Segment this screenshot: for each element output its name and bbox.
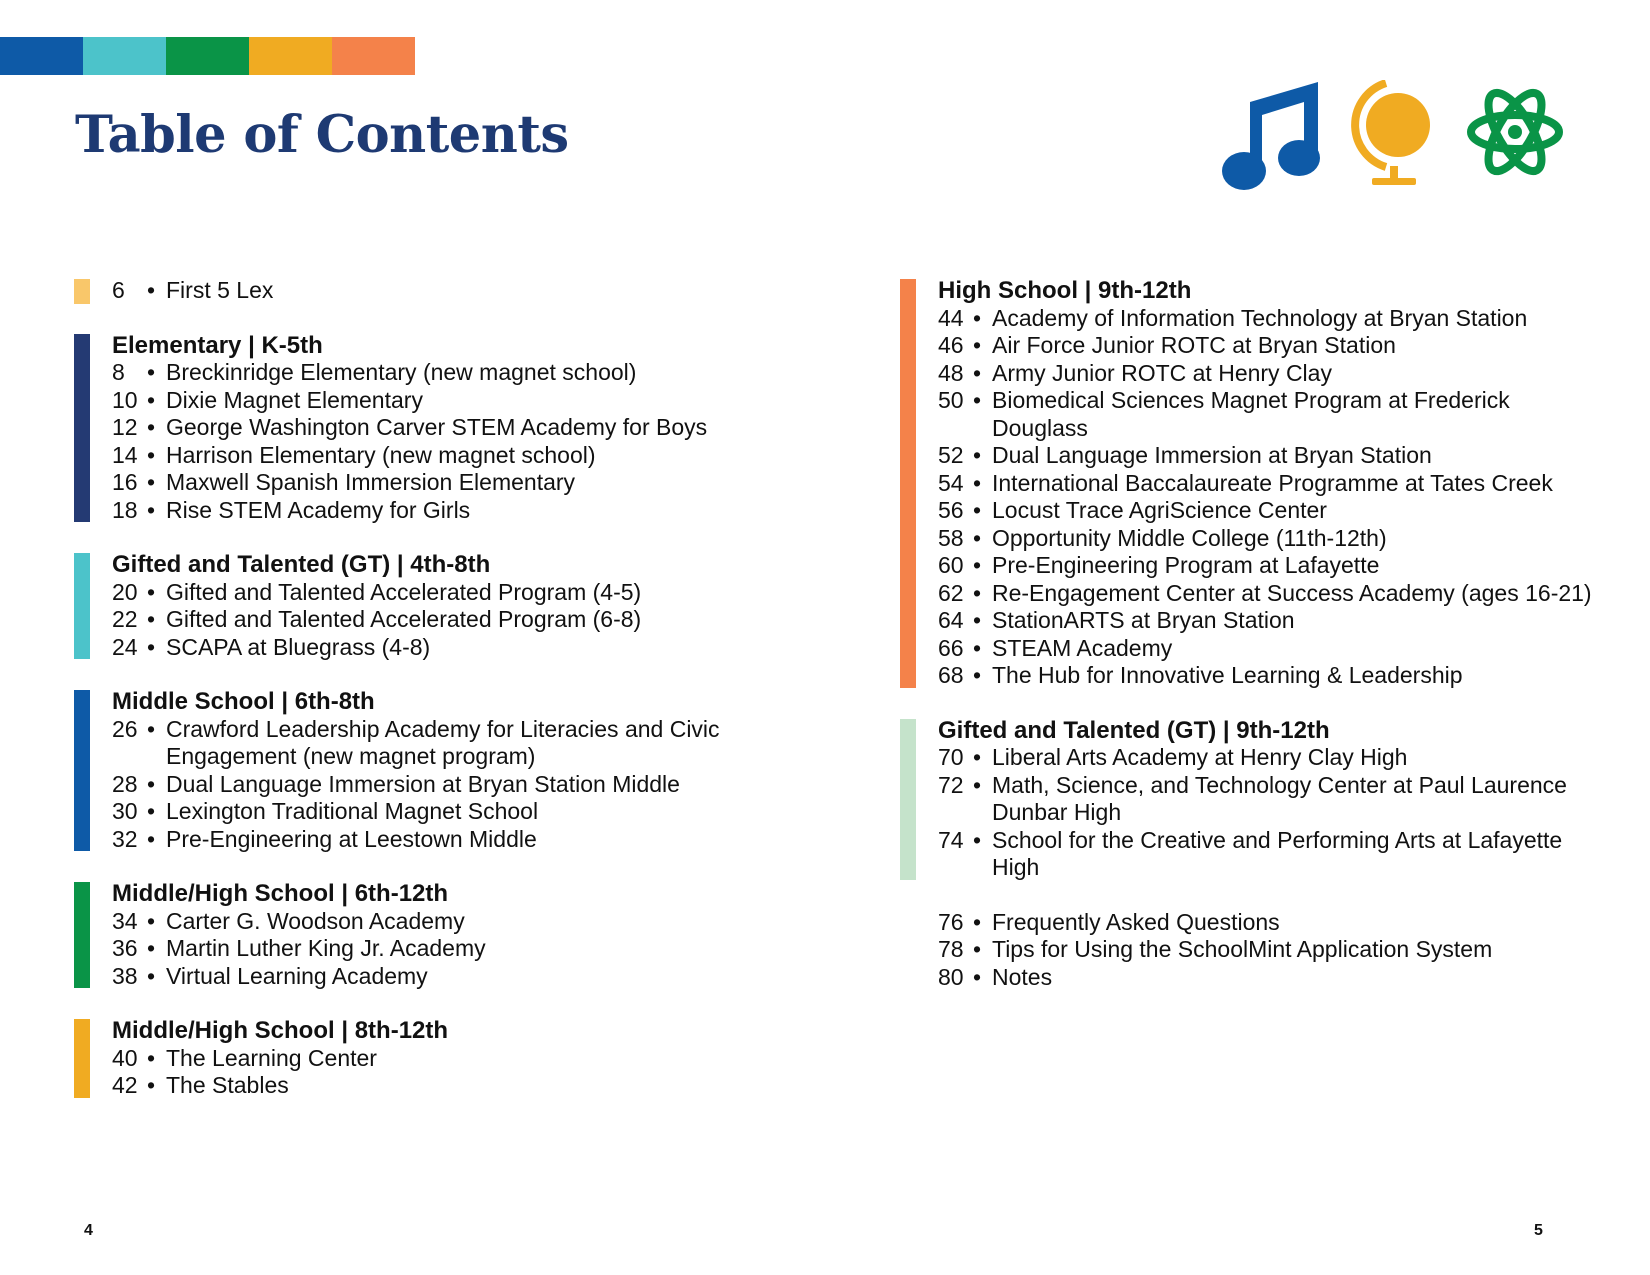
toc-entry[interactable] <box>938 607 1600 635</box>
entry-title: First 5 Lex <box>166 277 274 303</box>
toc-entry[interactable] <box>938 387 1600 442</box>
bullet: • <box>147 633 156 660</box>
entry-title: Dixie Magnet Elementary <box>166 386 423 413</box>
toc-entry[interactable] <box>112 497 774 525</box>
page-number: 60 <box>938 552 964 578</box>
entry-title: George Washington Carver STEM Academy for Boys <box>166 414 708 440</box>
stripe-yellow <box>249 37 332 75</box>
page-number: 28 <box>112 770 138 797</box>
toc-entry[interactable] <box>112 908 774 936</box>
bullet: • <box>147 1044 156 1071</box>
entry-title: International Baccalaureate Programme at Tates Creek <box>992 469 1553 496</box>
entry-title: STEAM Academy <box>992 634 1173 661</box>
bullet: • <box>147 414 156 440</box>
bullet: • <box>147 277 156 303</box>
header-icons <box>0 80 1650 200</box>
entry-title: School for the Creative and Performing Arts at Lafayette High <box>992 826 1563 880</box>
section-color-bar <box>900 279 916 688</box>
page-number: 40 <box>112 1044 138 1071</box>
page-number: 12 <box>112 414 138 440</box>
page-number: 50 <box>938 387 964 413</box>
entry-title: Rise STEM Academy for Girls <box>166 496 471 523</box>
bullet: • <box>973 442 982 468</box>
entry-title: Pre-Engineering at Leestown Middle <box>166 825 537 852</box>
page-number: 10 <box>112 386 138 413</box>
bullet: • <box>147 770 156 797</box>
toc-entry[interactable] <box>938 964 1600 992</box>
bullet: • <box>147 386 156 413</box>
entry-title: Virtual Learning Academy <box>166 962 428 989</box>
toc-section-middle-school-6th-8th <box>74 688 774 853</box>
page-number: 46 <box>938 332 964 358</box>
bullet: • <box>973 359 982 386</box>
entry-title: Lexington Traditional Magnet School <box>166 798 539 824</box>
page-number: 74 <box>938 826 964 853</box>
page-number: 6 <box>112 277 125 303</box>
section-color-bar <box>74 334 90 523</box>
toc-entry[interactable] <box>112 935 774 963</box>
toc-entry[interactable] <box>938 909 1600 937</box>
toc-entry[interactable] <box>938 662 1600 690</box>
entry-title: SCAPA at Bluegrass (4-8) <box>166 633 431 660</box>
toc-entry[interactable] <box>938 936 1600 964</box>
toc-entry[interactable] <box>938 497 1600 525</box>
right-column <box>900 277 1600 991</box>
page-number: 20 <box>112 578 138 605</box>
entry-title: The Hub for Innovative Learning & Leadership <box>992 662 1463 688</box>
entry-title: Math, Science, and Technology Center at Paul Laurence Dunbar High <box>992 771 1567 825</box>
toc-entry[interactable] <box>938 827 1600 882</box>
page-number: 8 <box>112 359 125 385</box>
toc-section-middle-high-school-8th-12th <box>74 1017 774 1100</box>
page-number: 58 <box>938 524 964 551</box>
toc-entry[interactable] <box>112 716 774 771</box>
toc-entry[interactable] <box>938 442 1600 470</box>
page-number: 52 <box>938 442 964 468</box>
bullet: • <box>973 908 982 935</box>
section-heading: Middle/High School | 8th-12th <box>112 1017 449 1044</box>
page-number: 80 <box>938 963 964 990</box>
page-number: 44 <box>938 304 964 331</box>
entry-title: Maxwell Spanish Immersion Elementary <box>166 469 576 495</box>
section-heading: High School | 9th-12th <box>938 277 1192 304</box>
toc-entry[interactable] <box>938 744 1600 772</box>
entry-title: Locust Trace AgriScience Center <box>992 497 1327 523</box>
toc-entry[interactable] <box>112 963 774 991</box>
page-number: 26 <box>112 715 138 742</box>
entry-title: Gifted and Talented Accelerated Program (6-8) <box>166 606 642 632</box>
bullet: • <box>147 469 156 495</box>
entry-title: Army Junior ROTC at Henry Clay <box>992 359 1332 386</box>
music-note-icon <box>1222 80 1322 192</box>
page-number-right: 5 <box>1534 1222 1543 1239</box>
page-number: 22 <box>112 606 138 632</box>
entry-title: The Stables <box>166 1072 289 1098</box>
bullet: • <box>973 662 982 688</box>
bullet: • <box>147 798 156 824</box>
bullet: • <box>973 607 982 633</box>
section-color-bar <box>74 1019 90 1098</box>
left-column <box>74 277 774 1100</box>
bullet: • <box>973 826 982 853</box>
stripe-blue <box>0 37 83 75</box>
bullet: • <box>973 771 982 798</box>
toc-entry[interactable] <box>938 470 1600 498</box>
bullet: • <box>973 524 982 551</box>
bullet: • <box>147 715 156 742</box>
bullet: • <box>147 359 156 385</box>
page-number: 14 <box>112 441 138 468</box>
page-number: 70 <box>938 744 964 770</box>
color-stripes <box>0 37 415 75</box>
bullet: • <box>147 441 156 468</box>
left-sections <box>74 332 774 1100</box>
bullet: • <box>147 496 156 523</box>
entry-title: Notes <box>992 963 1053 990</box>
page-number: 64 <box>938 607 964 633</box>
section-heading: Gifted and Talented (GT) | 9th-12th <box>938 716 1330 744</box>
toc-section-high-school-9th-12th <box>900 277 1600 690</box>
page-number: 18 <box>112 496 138 523</box>
bullet: • <box>973 936 982 962</box>
globe-icon <box>1350 80 1440 192</box>
extra-entries <box>900 909 1600 992</box>
bullet: • <box>973 469 982 496</box>
bullet: • <box>973 497 982 523</box>
page-title: Table of Contents <box>75 105 569 165</box>
bullet: • <box>973 963 982 990</box>
toc-entry[interactable] <box>938 552 1600 580</box>
stripe-teal <box>83 37 166 75</box>
entry-title: Crawford Leadership Academy for Literacies and Civic Engagement (new magnet program) <box>166 715 720 769</box>
page-number: 32 <box>112 825 138 852</box>
toc-entry[interactable] <box>112 387 774 415</box>
page-number: 54 <box>938 469 964 496</box>
section-heading: Gifted and Talented (GT) | 4th-8th <box>112 551 491 578</box>
toc-entry[interactable] <box>112 442 774 470</box>
toc-entry[interactable] <box>938 525 1600 553</box>
toc-entry[interactable] <box>112 634 774 662</box>
entry-title: Biomedical Sciences Magnet Program at Frederick Douglass <box>992 387 1510 441</box>
page-number: 56 <box>938 497 964 523</box>
page-number: 62 <box>938 579 964 606</box>
section-color-bar <box>74 882 90 988</box>
section-heading: Elementary | K-5th <box>112 331 323 359</box>
toc-entry[interactable] <box>938 580 1600 608</box>
toc-entry[interactable] <box>938 305 1600 333</box>
bullet: • <box>147 606 156 632</box>
stripe-green <box>166 37 249 75</box>
entry-title: Opportunity Middle College (11th-12th) <box>992 524 1387 551</box>
atom-icon <box>1465 82 1565 182</box>
toc-section-gifted-and-talented-gt-4th-8th <box>74 551 774 661</box>
section-color-bar <box>900 719 916 880</box>
page-number: 76 <box>938 908 964 935</box>
bullet: • <box>973 387 982 413</box>
toc-entry[interactable] <box>112 277 774 305</box>
entry-title: Tips for Using the SchoolMint Application System <box>992 936 1493 962</box>
bullet: • <box>147 578 156 605</box>
toc-entry[interactable] <box>112 606 774 634</box>
bullet: • <box>147 935 156 961</box>
page-number: 24 <box>112 633 138 660</box>
toc-entry[interactable] <box>112 579 774 607</box>
section-color-bar <box>74 553 90 659</box>
bullet: • <box>147 962 156 989</box>
page-number: 30 <box>112 798 138 824</box>
section-heading: Middle School | 6th-8th <box>112 688 375 715</box>
page-number: 38 <box>112 962 138 989</box>
bullet: • <box>973 332 982 358</box>
bullet: • <box>973 634 982 661</box>
bullet: • <box>147 825 156 852</box>
section-color-bar <box>74 690 90 851</box>
entry-title: Dual Language Immersion at Bryan Station Middle <box>166 770 680 797</box>
entry-title: Gifted and Talented Accelerated Program (4-5) <box>166 578 642 605</box>
toc-entry[interactable] <box>938 635 1600 663</box>
toc-entry[interactable] <box>112 359 774 387</box>
entry-title: Carter G. Woodson Academy <box>166 907 465 934</box>
entry-title: Air Force Junior ROTC at Bryan Station <box>992 332 1396 358</box>
page-number: 16 <box>112 469 138 495</box>
page-number-left: 4 <box>84 1222 93 1239</box>
bullet: • <box>147 907 156 934</box>
entry-title: Pre-Engineering Program at Lafayette <box>992 552 1380 578</box>
toc-section-elementary-k-5th <box>74 332 774 525</box>
bullet: • <box>147 1072 156 1098</box>
toc-section-middle-high-school-6th-12th <box>74 880 774 990</box>
bullet: • <box>973 579 982 606</box>
section-color-bar <box>74 279 90 304</box>
entry-title: Re-Engagement Center at Success Academy (ages 16-21) <box>992 579 1592 606</box>
entry-title: The Learning Center <box>166 1044 377 1071</box>
page-number: 66 <box>938 634 964 661</box>
entry-title: Breckinridge Elementary (new magnet school) <box>166 359 637 385</box>
bullet: • <box>973 304 982 331</box>
toc-entry[interactable] <box>938 772 1600 827</box>
page-number: 48 <box>938 359 964 386</box>
toc-entry[interactable] <box>112 414 774 442</box>
entry-title: Martin Luther King Jr. Academy <box>166 935 486 961</box>
entry-title: Academy of Information Technology at Bryan Station <box>992 304 1528 331</box>
entry-title: Liberal Arts Academy at Henry Clay High <box>992 744 1408 770</box>
page-number: 34 <box>112 907 138 934</box>
toc-entry[interactable] <box>112 826 774 854</box>
right-sections <box>900 277 1600 882</box>
page-number: 42 <box>112 1072 138 1098</box>
toc-entry[interactable] <box>112 469 774 497</box>
stripe-orange <box>332 37 415 75</box>
bullet: • <box>973 552 982 578</box>
page-number: 72 <box>938 771 964 798</box>
entry-title: Frequently Asked Questions <box>992 908 1280 935</box>
toc-entry[interactable] <box>112 798 774 826</box>
toc-entry[interactable] <box>112 1072 774 1100</box>
entry-title: Dual Language Immersion at Bryan Station <box>992 442 1432 468</box>
toc-entry[interactable] <box>938 360 1600 388</box>
toc-section-gifted-and-talented-gt-9th-12th <box>900 717 1600 882</box>
entry-title: Harrison Elementary (new magnet school) <box>166 441 596 468</box>
toc-entry[interactable] <box>938 332 1600 360</box>
section-heading: Middle/High School | 6th-12th <box>112 880 449 907</box>
toc-standalone-first-5-lex <box>74 277 774 305</box>
page-number: 36 <box>112 935 138 961</box>
toc-entry[interactable] <box>112 771 774 799</box>
entry-title: StationARTS at Bryan Station <box>992 607 1295 633</box>
bullet: • <box>973 744 982 770</box>
page-number: 68 <box>938 662 964 688</box>
page-number: 78 <box>938 936 964 962</box>
toc-entry[interactable] <box>112 1045 774 1073</box>
